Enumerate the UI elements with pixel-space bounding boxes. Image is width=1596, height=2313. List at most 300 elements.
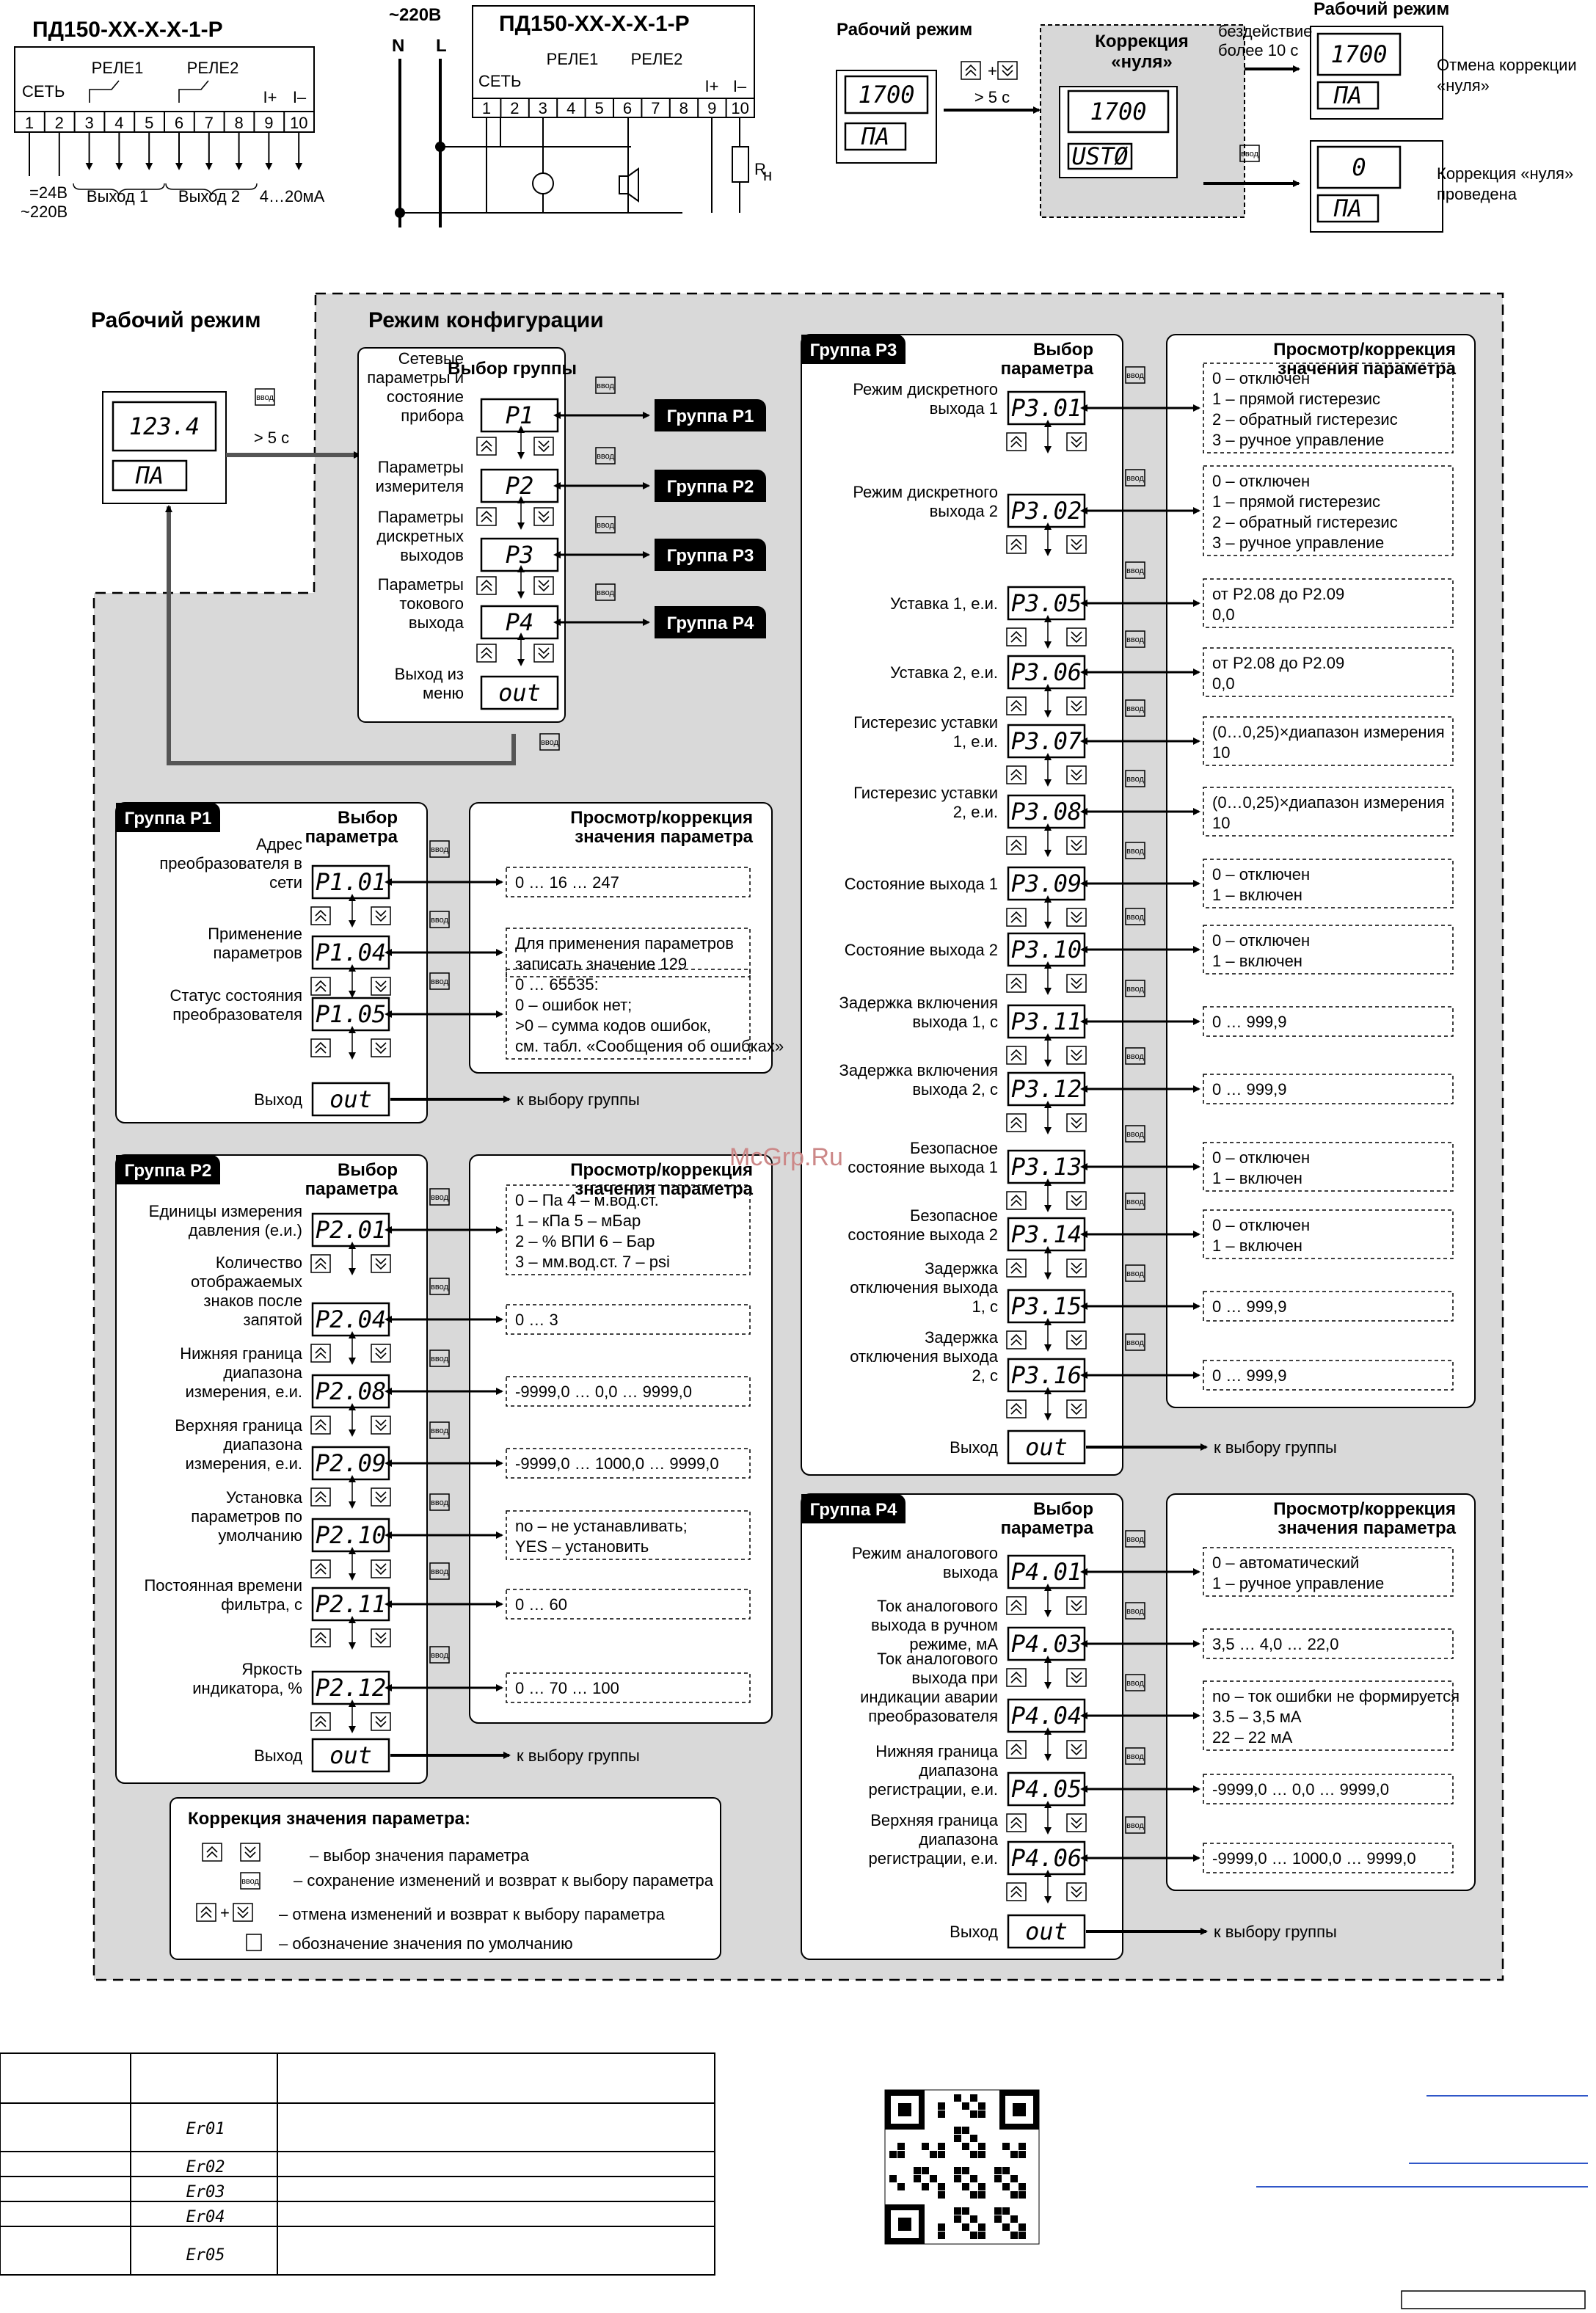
p4-row-label: выхода при bbox=[911, 1669, 998, 1687]
value-text-P2.01: 3 – мм.вод.ст. 7 – psi bbox=[515, 1253, 670, 1271]
p2-row-label: давления (е.и.) bbox=[188, 1221, 302, 1239]
label-out1: Выход 1 bbox=[86, 187, 149, 205]
lcd-P4.03-value: P4.03 bbox=[1010, 1630, 1082, 1658]
legend-l3: – отмена изменений и возврат к выбору параметра bbox=[279, 1905, 665, 1923]
tag-group-P1-label: Группа P1 bbox=[666, 407, 754, 426]
p2-row-label: измерения, е.и. bbox=[185, 1454, 302, 1473]
p3-row-label: Безопасное bbox=[909, 1206, 998, 1225]
value-text-P3.16: 0 … 999,9 bbox=[1212, 1366, 1287, 1385]
value-text-P4.04: 3.5 – 3,5 мА bbox=[1212, 1708, 1302, 1726]
label-to-group: к выбору группы bbox=[517, 1746, 640, 1765]
label-view-1: Просмотр/коррекция bbox=[570, 1160, 753, 1180]
pin-10: 10 bbox=[289, 114, 308, 132]
label-sel-2: параметра bbox=[305, 827, 398, 847]
lcd-P2.04-value: P2.04 bbox=[315, 1305, 387, 1333]
lcd-P3.01-value: P3.01 bbox=[1010, 394, 1082, 422]
value-text-P3.12: 0 … 999,9 bbox=[1212, 1080, 1287, 1099]
wiring-title-2: ПД150-XX-X-X-1-Р bbox=[499, 12, 690, 36]
label-relay1-2: РЕЛЕ1 bbox=[546, 50, 599, 68]
value-text-P2.01: 2 – % ВПИ 6 – Бар bbox=[515, 1232, 655, 1250]
value-text-P2.11: 0 … 60 bbox=[515, 1595, 567, 1614]
label-iplus-2: I+ bbox=[704, 77, 719, 95]
wiring-title-1: ПД150-XX-X-X-1-Р bbox=[32, 18, 223, 42]
p2-row-label: отображаемых bbox=[190, 1272, 302, 1291]
lcd-P4.01-value: P4.01 bbox=[1010, 1558, 1082, 1586]
p3-row-label: Режим дискретного bbox=[853, 483, 998, 501]
lcd-main-value: 123.4 bbox=[128, 412, 200, 440]
group-label-1: параметры и bbox=[367, 368, 464, 387]
label-relay2: РЕЛЕ2 bbox=[186, 59, 239, 77]
lcd-P1.04-value: P1.04 bbox=[315, 939, 387, 966]
label-sel-1: Выбор bbox=[1033, 1499, 1093, 1519]
watermark: McGrp.Ru bbox=[729, 1143, 843, 1171]
value-text-P2.10: YES – установить bbox=[515, 1537, 649, 1556]
enter-key-label: ввод bbox=[1126, 985, 1144, 994]
lcd-P3.12-value: P3.12 bbox=[1010, 1075, 1082, 1103]
p2-row-label: фильтра, с bbox=[221, 1595, 302, 1614]
value-text-P1.05: см. табл. «Сообщения об ошибках» bbox=[515, 1037, 784, 1055]
enter-key-label: ввод bbox=[1126, 1679, 1144, 1688]
p3-row-label: выхода 2 bbox=[929, 502, 998, 520]
value-text-P4.05: -9999,0 … 0,0 … 9999,0 bbox=[1212, 1780, 1389, 1799]
p4-row-label: диапазона bbox=[919, 1761, 998, 1780]
value-text-P3.02: 1 – прямой гистерезис bbox=[1212, 492, 1381, 511]
p4-row-label: преобразователя bbox=[868, 1707, 998, 1725]
lcd-P3.08-value: P3.08 bbox=[1010, 798, 1082, 826]
p4-row-label: регистрации, е.и. bbox=[868, 1780, 998, 1799]
pin-5: 5 bbox=[145, 114, 154, 132]
p3-row-label: 2, с bbox=[972, 1366, 998, 1385]
label-iplus: I+ bbox=[263, 88, 277, 106]
value-text-P3.14: 1 – включен bbox=[1212, 1236, 1302, 1255]
value-text-P2.01: 0 – Па 4 – м.вод.ст. bbox=[515, 1191, 659, 1209]
label-view-2: значения параметра bbox=[575, 827, 753, 847]
p3-row-label: Задержка включения bbox=[839, 1061, 998, 1079]
group-label-3: дискретных bbox=[376, 527, 464, 545]
label-corr-2: «нуля» bbox=[1111, 52, 1173, 72]
p3-row-label: 1, е.и. bbox=[952, 732, 998, 751]
group-label-3: Параметры bbox=[377, 508, 464, 526]
tag-group-P4-label: Группа P4 bbox=[666, 613, 754, 633]
value-text-P1.04: записать значение 129 bbox=[515, 955, 688, 973]
pin-4: 4 bbox=[114, 114, 124, 132]
value-text-P4.04: no – ток ошибки не формируется bbox=[1212, 1687, 1460, 1705]
lcd-P3.16-value: P3.16 bbox=[1010, 1361, 1082, 1389]
label-to-group: к выбору группы bbox=[517, 1090, 640, 1109]
lcd-out-value: out bbox=[1025, 1917, 1068, 1945]
label-relay2-2: РЕЛЕ2 bbox=[630, 50, 683, 68]
enter-key-label: ввод bbox=[431, 1651, 448, 1660]
lcd-P2.10-value: P2.10 bbox=[315, 1521, 387, 1549]
pin-6: 6 bbox=[174, 114, 184, 132]
lcd-P2.08-value: P2.08 bbox=[315, 1377, 387, 1405]
tag-group-P2-label: Группа P2 bbox=[666, 477, 754, 497]
lcd-P1.01-value: P1.01 bbox=[315, 868, 387, 896]
p4-row-label: регистрации, е.и. bbox=[868, 1849, 998, 1868]
error-code-Er03: Er03 bbox=[186, 2183, 225, 2201]
p1-row-label: Выход bbox=[254, 1090, 302, 1109]
enter-key-label: ввод bbox=[597, 521, 614, 530]
label-idle-2: более 10 с bbox=[1218, 41, 1299, 59]
group-label-4: токового bbox=[399, 594, 464, 613]
enter-key-label: ввод bbox=[431, 1498, 448, 1507]
label-config-mode: Режим конфигурации bbox=[368, 308, 604, 332]
label-L: L bbox=[436, 36, 447, 56]
p3-row-label: выхода 2, с bbox=[912, 1080, 998, 1099]
error-code-Er05: Er05 bbox=[186, 2246, 225, 2265]
enter-key-label: ввод bbox=[1126, 635, 1144, 644]
group-label-2: Параметры bbox=[377, 458, 464, 476]
lcd-out-value: out bbox=[329, 1085, 372, 1113]
value-text-P3.01: 0 – отключен bbox=[1212, 369, 1311, 387]
value-text-P4.01: 0 – автоматический bbox=[1212, 1553, 1360, 1572]
value-text-P3.11: 0 … 999,9 bbox=[1212, 1013, 1287, 1031]
value-text-P3.09: 1 – включен bbox=[1212, 886, 1302, 904]
lcd-zero-1-value: 1700 bbox=[858, 81, 915, 109]
value-text-P3.13: 1 – включен bbox=[1212, 1169, 1302, 1187]
p3-row-label: отключения выхода bbox=[850, 1278, 998, 1297]
label-gt5: > 5 с bbox=[974, 88, 1010, 106]
value-text-P3.09: 0 – отключен bbox=[1212, 865, 1311, 884]
label-Rn: R bbox=[754, 160, 766, 178]
label-current: 4…20мА bbox=[259, 187, 325, 205]
device-zero-4 bbox=[1311, 141, 1443, 232]
pin2-1: 1 bbox=[481, 99, 492, 117]
label-220v: ~220В bbox=[389, 5, 442, 25]
enter-key-label: ввод bbox=[1126, 474, 1144, 483]
lcd-P2.01-value: P2.01 bbox=[315, 1216, 387, 1244]
group-label-4: выхода bbox=[408, 613, 464, 632]
label-work-mode: Рабочий режим bbox=[91, 308, 261, 332]
p2-row-label: измерения, е.и. bbox=[185, 1383, 302, 1401]
value-text-P3.13: 0 – отключен bbox=[1212, 1148, 1311, 1167]
p3-row-label: Гистерезис уставки bbox=[853, 713, 998, 732]
enter-key-label: ввод bbox=[1126, 567, 1144, 575]
lcd-group-P1-value: P1 bbox=[505, 401, 534, 429]
p1-row-label: преобразователя в bbox=[159, 854, 302, 873]
p3-row-label: Гистерезис уставки bbox=[853, 784, 998, 802]
lcd-out-value: out bbox=[329, 1741, 372, 1769]
p3-row-label: отключения выхода bbox=[850, 1347, 998, 1366]
p3-row-label: Задержка bbox=[925, 1259, 998, 1278]
lcd-P4.04-value: P4.04 bbox=[1010, 1702, 1082, 1730]
enter-key-label: ввод bbox=[1126, 1198, 1144, 1206]
lcd-zero-2-value: 1700 bbox=[1090, 98, 1147, 125]
legend-l2: – сохранение изменений и возврат к выбору параметра bbox=[294, 1871, 713, 1890]
value-text-P3.02: 0 – отключен bbox=[1212, 472, 1311, 490]
p2-row-label: Постоянная времени bbox=[144, 1576, 302, 1595]
p4-row-label: выхода в ручном bbox=[871, 1616, 998, 1634]
p3-row-label: состояние выхода 2 bbox=[848, 1225, 998, 1244]
label-iminus: I– bbox=[292, 88, 307, 106]
label-cancel-2: «нуля» bbox=[1437, 76, 1490, 95]
p3-row-label: 1, с bbox=[972, 1297, 998, 1316]
value-text-P4.03: 3,5 … 4,0 … 22,0 bbox=[1212, 1635, 1339, 1653]
label-done-1: Коррекция «нуля» bbox=[1437, 164, 1574, 183]
lcd-P2.09-value: P2.09 bbox=[315, 1449, 387, 1477]
enter-key-label: ввод bbox=[431, 1427, 448, 1435]
p3-row-label: Безопасное bbox=[909, 1139, 998, 1157]
lcd-group-P2-value: P2 bbox=[505, 472, 534, 500]
label-to-group: к выбору группы bbox=[1214, 1923, 1337, 1941]
enter-key-label: ввод bbox=[431, 1355, 448, 1363]
value-text-P3.05: от P2.08 до P2.09 bbox=[1212, 585, 1345, 603]
pin2-2: 2 bbox=[510, 99, 520, 117]
enter-key-label: ввод bbox=[597, 589, 614, 597]
value-text-P2.10: no – не устанавливать; bbox=[515, 1517, 688, 1535]
value-text-P3.05: 0,0 bbox=[1212, 605, 1235, 624]
pin2-5: 5 bbox=[594, 99, 604, 117]
legend-l4: – обозначение значения по умолчанию bbox=[279, 1934, 573, 1953]
lcd-P3.07-value: P3.07 bbox=[1010, 727, 1082, 755]
p2-row-label: Верхняя граница bbox=[175, 1416, 302, 1435]
label-sel-1: Выбор bbox=[1033, 340, 1093, 360]
footer-box bbox=[1402, 2291, 1585, 2309]
label-done-2: проведена bbox=[1437, 185, 1517, 203]
p3-row-label: Состояние выхода 2 bbox=[844, 941, 998, 959]
value-text-P3.08: 10 bbox=[1212, 814, 1231, 832]
group-label-4: Параметры bbox=[377, 575, 464, 594]
group-label-1: состояние bbox=[386, 387, 464, 406]
enter-key-label: ввод bbox=[1241, 150, 1258, 159]
pin2-3: 3 bbox=[538, 99, 547, 117]
lcd-P3.13-value: P3.13 bbox=[1010, 1153, 1082, 1181]
lcd-zero-4-value: 0 bbox=[1352, 153, 1366, 181]
lcd-group-out-value: out bbox=[498, 679, 541, 707]
label-out2: Выход 2 bbox=[178, 187, 241, 205]
lcd-P2.11-value: P2.11 bbox=[315, 1590, 387, 1618]
pin2-4: 4 bbox=[566, 99, 576, 117]
label-view-1: Просмотр/коррекция bbox=[1273, 340, 1456, 360]
label-relay1: РЕЛЕ1 bbox=[91, 59, 144, 77]
enter-key-label: ввод bbox=[431, 1193, 448, 1202]
enter-key-label: ввод bbox=[1126, 1052, 1144, 1061]
label-group-sel: Выбор группы bbox=[448, 359, 577, 379]
lcd-P1.05-value: P1.05 bbox=[315, 1000, 387, 1028]
label-iminus-2: I– bbox=[732, 77, 747, 95]
pin2-9: 9 bbox=[707, 99, 717, 117]
value-text-P1.05: >0 – сумма кодов ошибок, bbox=[515, 1016, 712, 1035]
group-label-5: меню bbox=[422, 684, 464, 702]
p1-row-label: Статус состояния bbox=[170, 986, 302, 1005]
lamp-icon bbox=[533, 173, 553, 194]
plus: + bbox=[988, 62, 997, 80]
lcd-P3.09-value: P3.09 bbox=[1010, 870, 1082, 897]
tag-p2-label: Группа P2 bbox=[124, 1161, 212, 1181]
label-to-group: к выбору группы bbox=[1214, 1438, 1337, 1457]
lcd-group-P3-value: P3 bbox=[505, 541, 534, 569]
p1-row-label: сети bbox=[269, 873, 302, 892]
p2-row-label: знаков после bbox=[203, 1292, 302, 1310]
value-text-P3.10: 1 – включен bbox=[1212, 952, 1302, 970]
value-text-P1.04: Для применения параметров bbox=[515, 934, 734, 952]
group-label-3: выходов bbox=[400, 546, 464, 564]
enter-key-label: ввод bbox=[1126, 1338, 1144, 1347]
error-code-Er04: Er04 bbox=[186, 2208, 225, 2226]
label-cancel-1: Отмена коррекции bbox=[1437, 56, 1577, 74]
errors-table bbox=[0, 2053, 715, 2275]
p3-row-label: Задержка включения bbox=[839, 994, 998, 1012]
lcd-zero-4-unit-value: ПА bbox=[1333, 194, 1363, 222]
value-text-P3.02: 3 – ручное управление bbox=[1212, 533, 1385, 552]
label-Rn-sub: н bbox=[763, 166, 773, 184]
p3-row-label: выхода 1, с bbox=[912, 1013, 998, 1031]
p3-row-label: Режим дискретного bbox=[853, 380, 998, 398]
enter-key-label: ввод bbox=[241, 1877, 259, 1886]
p1-row-label: Адрес bbox=[256, 835, 302, 853]
label-view-2: значения параметра bbox=[575, 1179, 753, 1199]
up-key-icon[interactable] bbox=[966, 65, 976, 76]
pin2-6: 6 bbox=[622, 99, 633, 117]
label-set-2: СЕТЬ bbox=[478, 72, 522, 90]
label-idle-1: бездействие bbox=[1218, 22, 1313, 40]
value-text-P3.02: 2 – обратный гистерезис bbox=[1212, 513, 1398, 531]
p2-row-label: индикатора, % bbox=[192, 1679, 302, 1697]
legend-title: Коррекция значения параметра: bbox=[188, 1809, 470, 1829]
value-text-P2.01: 1 – кПа 5 – мБар bbox=[515, 1212, 641, 1230]
supply-dc: =24В bbox=[29, 183, 68, 202]
p3-row-label: Уставка 2, е.и. bbox=[890, 663, 998, 682]
pin2-7: 7 bbox=[651, 99, 660, 117]
p4-row-label: диапазона bbox=[919, 1830, 998, 1848]
resistor-icon bbox=[732, 147, 748, 182]
enter-key-label: ввод bbox=[1126, 1607, 1144, 1616]
value-text-P3.08: (0…0,25)×диапазон измерения bbox=[1212, 793, 1445, 812]
group-label-1: Сетевые bbox=[398, 349, 464, 368]
label-set: СЕТЬ bbox=[22, 82, 65, 101]
enter-key-label: ввод bbox=[597, 382, 614, 390]
enter-key-label: ввод bbox=[1126, 913, 1144, 922]
legend-l1: – выбор значения параметра bbox=[310, 1846, 529, 1865]
p4-row-label: режиме, мА bbox=[909, 1635, 998, 1653]
lcd-P3.11-value: P3.11 bbox=[1010, 1008, 1082, 1035]
label-sel-1: Выбор bbox=[338, 808, 398, 828]
value-text-P4.06: -9999,0 … 1000,0 … 9999,0 bbox=[1212, 1849, 1416, 1868]
enter-key-label: ввод bbox=[1126, 704, 1144, 713]
tag-group-P3-label: Группа P3 bbox=[666, 546, 754, 566]
p2-row-label: Нижняя граница bbox=[180, 1344, 302, 1363]
value-text-P3.07: (0…0,25)×диапазон измерения bbox=[1212, 723, 1445, 741]
lcd-out-value: out bbox=[1025, 1433, 1068, 1461]
enter-key-label: ввод bbox=[431, 916, 448, 925]
value-text-P3.07: 10 bbox=[1212, 743, 1231, 762]
p3-row-label: Задержка bbox=[925, 1328, 998, 1347]
p2-row-label: Выход bbox=[254, 1746, 302, 1765]
value-text-P1.05: 0 … 65535: bbox=[515, 975, 599, 994]
p4-row-label: Нижняя граница bbox=[875, 1742, 998, 1760]
lcd-zero-2-unit-value: USTØ bbox=[1071, 142, 1129, 170]
p2-row-label: Количество bbox=[215, 1253, 302, 1272]
label-corr-1: Коррекция bbox=[1095, 32, 1189, 51]
pin-8: 8 bbox=[234, 114, 244, 132]
lcd-P3.10-value: P3.10 bbox=[1010, 936, 1082, 964]
enter-key-label: ввод bbox=[541, 738, 558, 747]
enter-key-label: ввод bbox=[1126, 775, 1144, 784]
label-N: N bbox=[392, 36, 405, 56]
label-view-1: Просмотр/коррекция bbox=[1273, 1499, 1456, 1519]
p1-row-label: Применение bbox=[208, 925, 302, 943]
value-text-P4.04: 22 – 22 мА bbox=[1212, 1728, 1293, 1746]
error-code-Er01: Er01 bbox=[186, 2120, 225, 2138]
down-key-icon[interactable] bbox=[1002, 65, 1013, 76]
pin-3: 3 bbox=[84, 114, 94, 132]
enter-key-label: ввод bbox=[431, 1283, 448, 1292]
tag-p3-label: Группа P3 bbox=[809, 340, 897, 360]
enter-key-label: ввод bbox=[1126, 1535, 1144, 1544]
label-view-2: значения параметра bbox=[1278, 1518, 1456, 1538]
p2-row-label: умолчанию bbox=[218, 1526, 302, 1545]
p2-row-label: диапазона bbox=[223, 1435, 302, 1454]
enter-key-label: ввод bbox=[1126, 1130, 1144, 1139]
value-text-P1.01: 0 … 16 … 247 bbox=[515, 873, 619, 892]
lcd-zero-3-value: 1700 bbox=[1330, 40, 1388, 68]
legend-plus: + bbox=[220, 1904, 230, 1922]
lcd-P3.14-value: P3.14 bbox=[1010, 1220, 1082, 1248]
label-view-2: значения параметра bbox=[1278, 359, 1456, 379]
p3-row-label: Выход bbox=[950, 1438, 998, 1457]
label-work-mode-2: Рабочий режим bbox=[1313, 0, 1450, 19]
p2-row-label: Единицы измерения bbox=[148, 1202, 302, 1220]
pin-2: 2 bbox=[54, 114, 64, 132]
lcd-P3.05-value: P3.05 bbox=[1010, 589, 1082, 617]
lcd-P3.06-value: P3.06 bbox=[1010, 658, 1082, 686]
value-text-P2.04: 0 … 3 bbox=[515, 1311, 558, 1329]
pin2-10: 10 bbox=[731, 99, 749, 117]
pin-7: 7 bbox=[204, 114, 214, 132]
p2-row-label: запятой bbox=[243, 1311, 302, 1329]
value-text-P3.06: 0,0 bbox=[1212, 674, 1235, 693]
label-sel-2: параметра bbox=[1000, 1518, 1093, 1538]
value-text-P2.08: -9999,0 … 0,0 … 9999,0 bbox=[515, 1383, 692, 1401]
enter-key-label: ввод bbox=[1126, 847, 1144, 856]
tag-p1-label: Группа P1 bbox=[124, 809, 212, 828]
label-sel-1: Выбор bbox=[338, 1160, 398, 1180]
pin-9: 9 bbox=[264, 114, 274, 132]
label-sel-2: параметра bbox=[305, 1179, 398, 1199]
lcd-group-P4-value: P4 bbox=[505, 608, 534, 636]
p4-row-label: Ток аналогового bbox=[877, 1650, 998, 1668]
p4-row-label: Ток аналогового bbox=[877, 1597, 998, 1615]
supply-ac: ~220В bbox=[21, 203, 68, 221]
p2-row-label: Установка bbox=[226, 1488, 302, 1507]
lcd-P4.05-value: P4.05 bbox=[1010, 1775, 1082, 1803]
main-device bbox=[103, 392, 226, 503]
value-text-P2.09: -9999,0 … 1000,0 … 9999,0 bbox=[515, 1454, 719, 1473]
p3-row-label: состояние выхода 1 bbox=[848, 1158, 998, 1176]
value-text-P3.14: 0 – отключен bbox=[1212, 1216, 1311, 1234]
lcd-zero-3-unit-value: ПА bbox=[1333, 81, 1363, 109]
enter-key-label: ввод bbox=[1126, 1270, 1144, 1278]
value-text-P3.01: 2 – обратный гистерезис bbox=[1212, 410, 1398, 429]
p3-row-label: 2, е.и. bbox=[952, 803, 998, 821]
enter-key-label: ввод bbox=[431, 845, 448, 854]
lcd-zero-1-unit-value: ПА bbox=[861, 123, 890, 150]
enter-key-label: ввод bbox=[597, 452, 614, 461]
enter-key-label: ввод bbox=[431, 977, 448, 986]
p4-row-label: индикации аварии bbox=[860, 1688, 998, 1706]
value-text-P2.12: 0 … 70 … 100 bbox=[515, 1679, 619, 1697]
group-label-2: измерителя bbox=[375, 477, 464, 495]
tag-p4-label: Группа P4 bbox=[809, 1500, 897, 1520]
value-text-P3.06: от P2.08 до P2.09 bbox=[1212, 654, 1345, 672]
p3-row-label: Состояние выхода 1 bbox=[844, 875, 998, 893]
group-label-1: прибора bbox=[401, 407, 464, 425]
p1-row-label: параметров bbox=[213, 944, 302, 962]
lcd-P2.12-value: P2.12 bbox=[315, 1674, 387, 1702]
enter-key-label: ввод bbox=[1126, 1821, 1144, 1830]
p4-row-label: Режим аналогового bbox=[851, 1544, 998, 1562]
p2-row-label: диапазона bbox=[223, 1363, 302, 1382]
